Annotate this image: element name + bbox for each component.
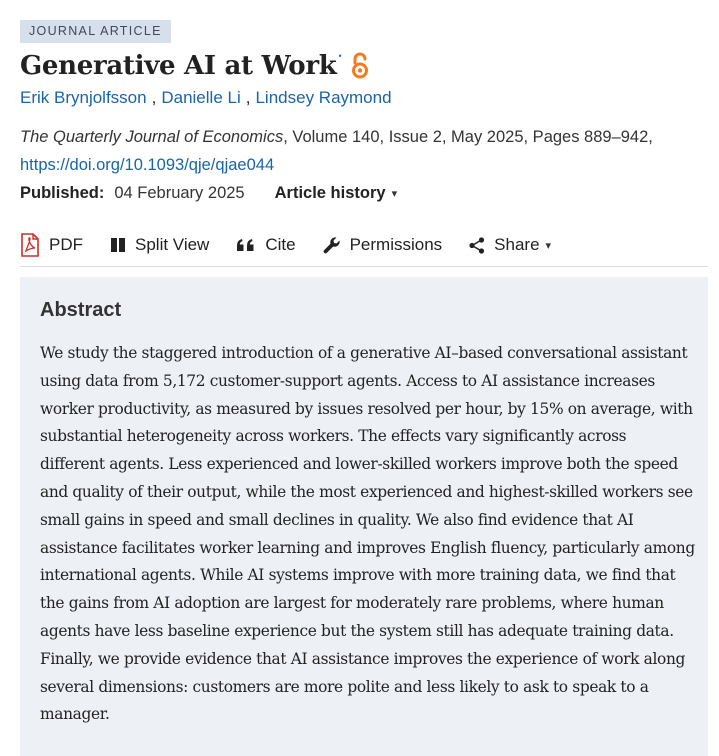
split-view-label: Split View — [135, 235, 210, 254]
cite-button[interactable] — [236, 235, 295, 255]
article-type-badge: JOURNAL ARTICLE — [20, 20, 171, 43]
share-label: Share — [494, 235, 540, 254]
article-history-label: Article history — [274, 183, 386, 202]
article-title: Generative AI at Work — [20, 51, 337, 81]
publication-row — [20, 181, 397, 205]
author-separator: , — [151, 88, 157, 107]
journal-name: The Quarterly Journal of Economics — [20, 128, 284, 146]
article-history-toggle[interactable] — [275, 184, 397, 203]
open-access-lock-icon — [350, 52, 370, 80]
article-toolbar — [20, 230, 708, 260]
author-link[interactable]: Danielle Li — [161, 88, 241, 107]
author-link[interactable]: Lindsey Raymond — [255, 88, 392, 107]
permissions-button[interactable] — [323, 235, 443, 255]
abstract-text: We study the staggered introduction of a generative AI–based conversational assistant using data from 5,172 customer-support agents. Access to AI assistance increases worker productivity, as measured by issues resolved per hour, by 15% on average, with substantial heterogeneity across workers. The effects vary significantly across different agents. Less experienced and lower-skilled workers improve both the speed and quality of their output, while the most experienced and highest-skilled workers see small gains in speed and small declines in quality. We also find evidence that AI assistance facilitates worker learning and improves English fluency, particularly among international agents. While AI systems improve with more training data, we find that the gains from AI adoption are largest for moderately rare problems, where human agents have less baseline experience but the system still has adequate training data. Finally, we provide evidence that AI assistance improves the experience of work along several dimensions: customers are more polite and less likely to ask to speak to a manager. — [40, 344, 695, 724]
quote-icon — [236, 237, 256, 253]
citation-details: , Volume 140, Issue 2, May 2025, Pages 889–942, — [283, 128, 653, 146]
permissions-label: Permissions — [349, 235, 443, 254]
published-date: 04 February 2025 — [114, 183, 245, 202]
wrench-icon — [323, 236, 341, 254]
author-separator: , — [245, 88, 251, 107]
chevron-down-icon: ▾ — [545, 239, 552, 252]
citation-line — [20, 125, 653, 149]
chevron-down-icon: ▾ — [391, 187, 398, 200]
cite-label: Cite — [265, 235, 296, 254]
published-label: Published: — [20, 183, 105, 202]
pdf-button[interactable] — [20, 233, 83, 257]
share-button[interactable] — [469, 235, 551, 255]
split-view-button[interactable] — [110, 235, 209, 255]
share-icon — [469, 237, 485, 254]
split-view-icon — [110, 237, 126, 253]
title-marker: • — [338, 51, 342, 61]
doi-link[interactable]: https://doi.org/10.1093/qje/qjae044 — [20, 156, 275, 174]
title-row — [20, 47, 370, 85]
abstract-heading: Abstract — [40, 299, 122, 321]
pdf-label: PDF — [49, 235, 83, 254]
pdf-icon — [20, 233, 40, 257]
author-link[interactable]: Erik Brynjolfsson — [20, 88, 147, 107]
abstract-section — [20, 277, 708, 756]
author-list — [20, 86, 392, 110]
toolbar-divider — [20, 266, 708, 267]
